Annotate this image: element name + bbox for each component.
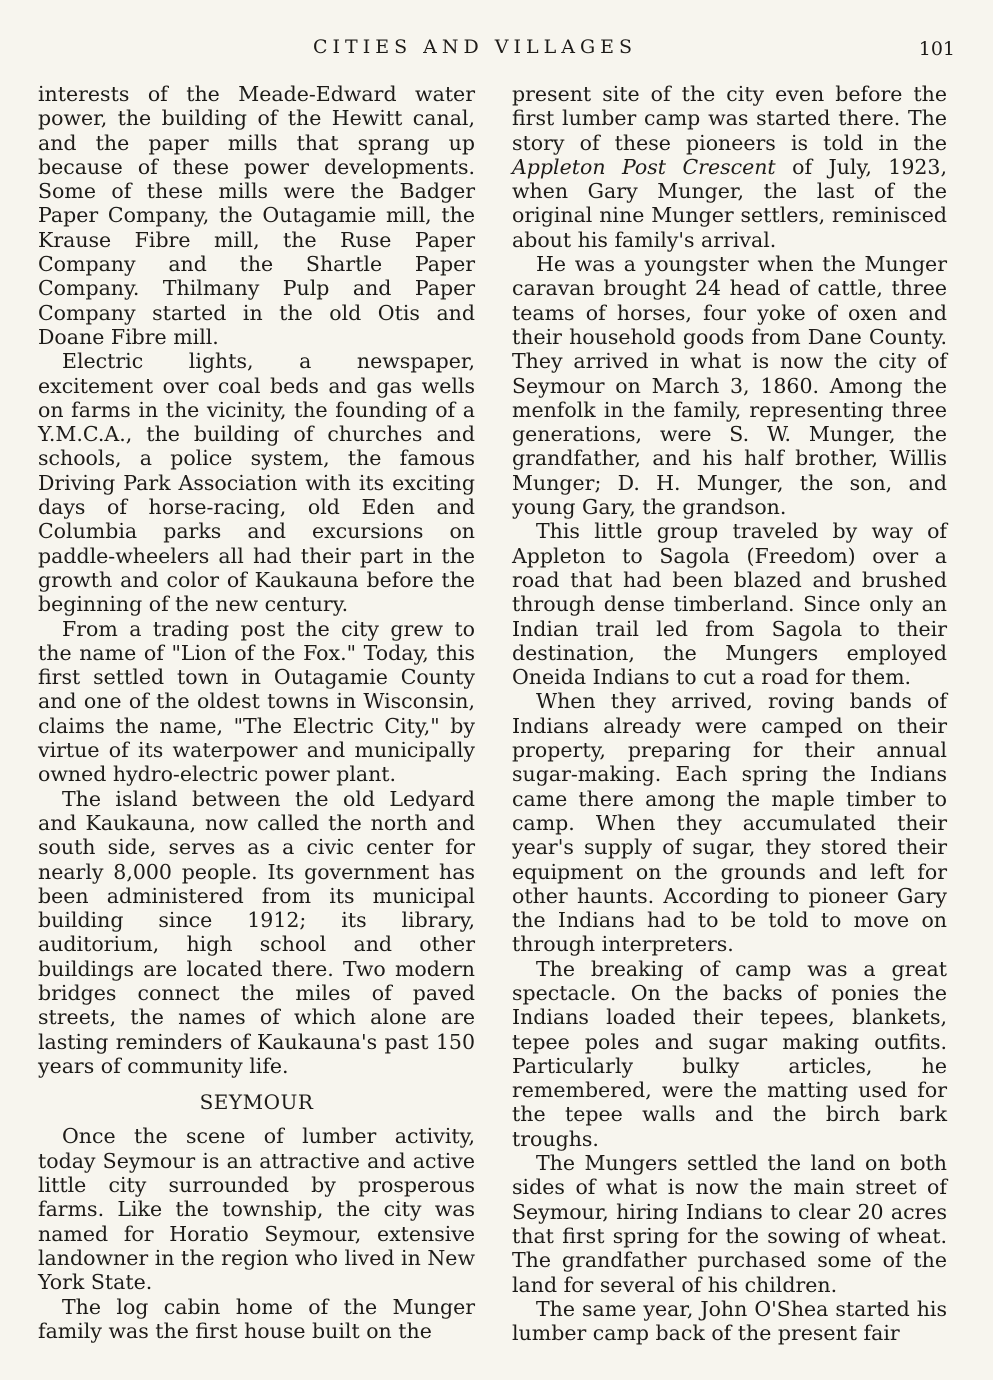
paragraph: The log cabin home of the Munger family was the first house built on the [38, 1294, 475, 1343]
page-header [0, 36, 993, 66]
right-column [512, 82, 947, 1345]
paragraph: When they arrived, roving bands of Indians already were camped on their property, preparing for their annual sugar-making. Each spring the Indians came there among the maple timber to camp. When they accumulated their year's supply of sugar, they stored their equipment on the grounds and left for other haunts. According to pioneer Gary the Indians had to be told to move on through interpreters. [512, 689, 947, 957]
paragraph: Electric lights, a newspaper, excitement over coal beds and gas wells on farms in the vicinity, the founding of a Y.M.C.A., the building of churches and schools, a police system, the famous Driving Park Association with its exciting days of horse-racing, old Eden and Columbia parks and excursions on paddle-wheelers all had their part in the growth and color of Kaukauna before the beginning of the new century. [38, 349, 475, 617]
paragraph: This little group traveled by way of Appleton to Sagola (Freedom) over a road that had been blazed and brushed through dense timberland. Since only an Indian trail led from Sagola to their destination, the Mungers employed Oneida Indians to cut a road for them. [512, 519, 947, 690]
paragraph: He was a youngster when the Munger caravan brought 24 head of cattle, three teams of horses, four yoke of oxen and their household goods from Dane County. They arrived in what is now the city of Seymour on March 3, 1860. Among the menfolk in the family, representing three generations, were S. W. Munger, the grandfather, and his half brother, Willis Munger; D. H. Munger, the son, and young Gary, the grandson. [512, 252, 947, 520]
paragraph: The same year, John O'Shea started his lumber camp back of the present fair [512, 1296, 947, 1346]
page-number: 101 [918, 38, 955, 60]
newspaper-title: Appleton Post Crescent [512, 154, 776, 179]
running-title: CITIES AND VILLAGES [313, 36, 638, 58]
section-heading-seymour: SEYMOUR [199, 1090, 314, 1115]
paragraph-text: of July, 1923, when Gary Munger, the last of the original nine Munger settlers, reminisced about his family's arrival. [512, 154, 947, 252]
paragraph: The breaking of camp was a great spectacle. On the backs of ponies the Indians loaded their tepees, blankets, tepee poles and sugar making outfits. Particularly bulky articles, he remembered, were the matting used for the tepee walls and the birch bark troughs. [512, 956, 947, 1151]
paragraph: interests of the Meade-Edward water power, the building of the Hewitt canal, and the paper mills that sprang up because of these power developments. Some of these mills were the Badger Paper Company, the Outagamie mill, the Krause Fibre mill, the Ruse Paper Company and the Shartle Paper Company. Thilmany Pulp and Paper Company started in the old Otis and Doane Fibre mill. [38, 82, 475, 349]
paragraph [512, 82, 947, 252]
paragraph-text: present site of the city even before the first lumber camp was started there. The story of these pioneers is told in the [512, 82, 947, 155]
paragraph: From a trading post the city grew to the name of "Lion of the Fox." Today, this first settled town in Outagamie County and one of the oldest towns in Wisconsin, claims the name, "The Electric City," by virtue of its waterpower and municipally owned hydro-electric power plant. [38, 616, 475, 787]
paragraph: Once the scene of lumber activity, today Seymour is an attractive and active little city surrounded by prosperous farms. Like the township, the city was named for Horatio Seymour, extensive landowner in the region who lived in New York State. [38, 1124, 475, 1295]
paragraph: The Mungers settled the land on both sides of what is now the main street of Seymour, hiring Indians to clear 20 acres that first spring for the sowing of wheat. The grandfather purchased some of the land for several of his children. [512, 1151, 947, 1297]
paragraph: The island between the old Ledyard and Kaukauna, now called the north and south side, serves as a civic center for nearly 8,000 people. Its government has been administered from its municipal building since 1912; its library, auditorium, high school and other buildings are located there. Two modern bridges connect the miles of paved streets, the names of which alone are lasting reminders of Kaukauna's past 150 years of community life. [38, 786, 475, 1078]
left-column [38, 82, 475, 1343]
